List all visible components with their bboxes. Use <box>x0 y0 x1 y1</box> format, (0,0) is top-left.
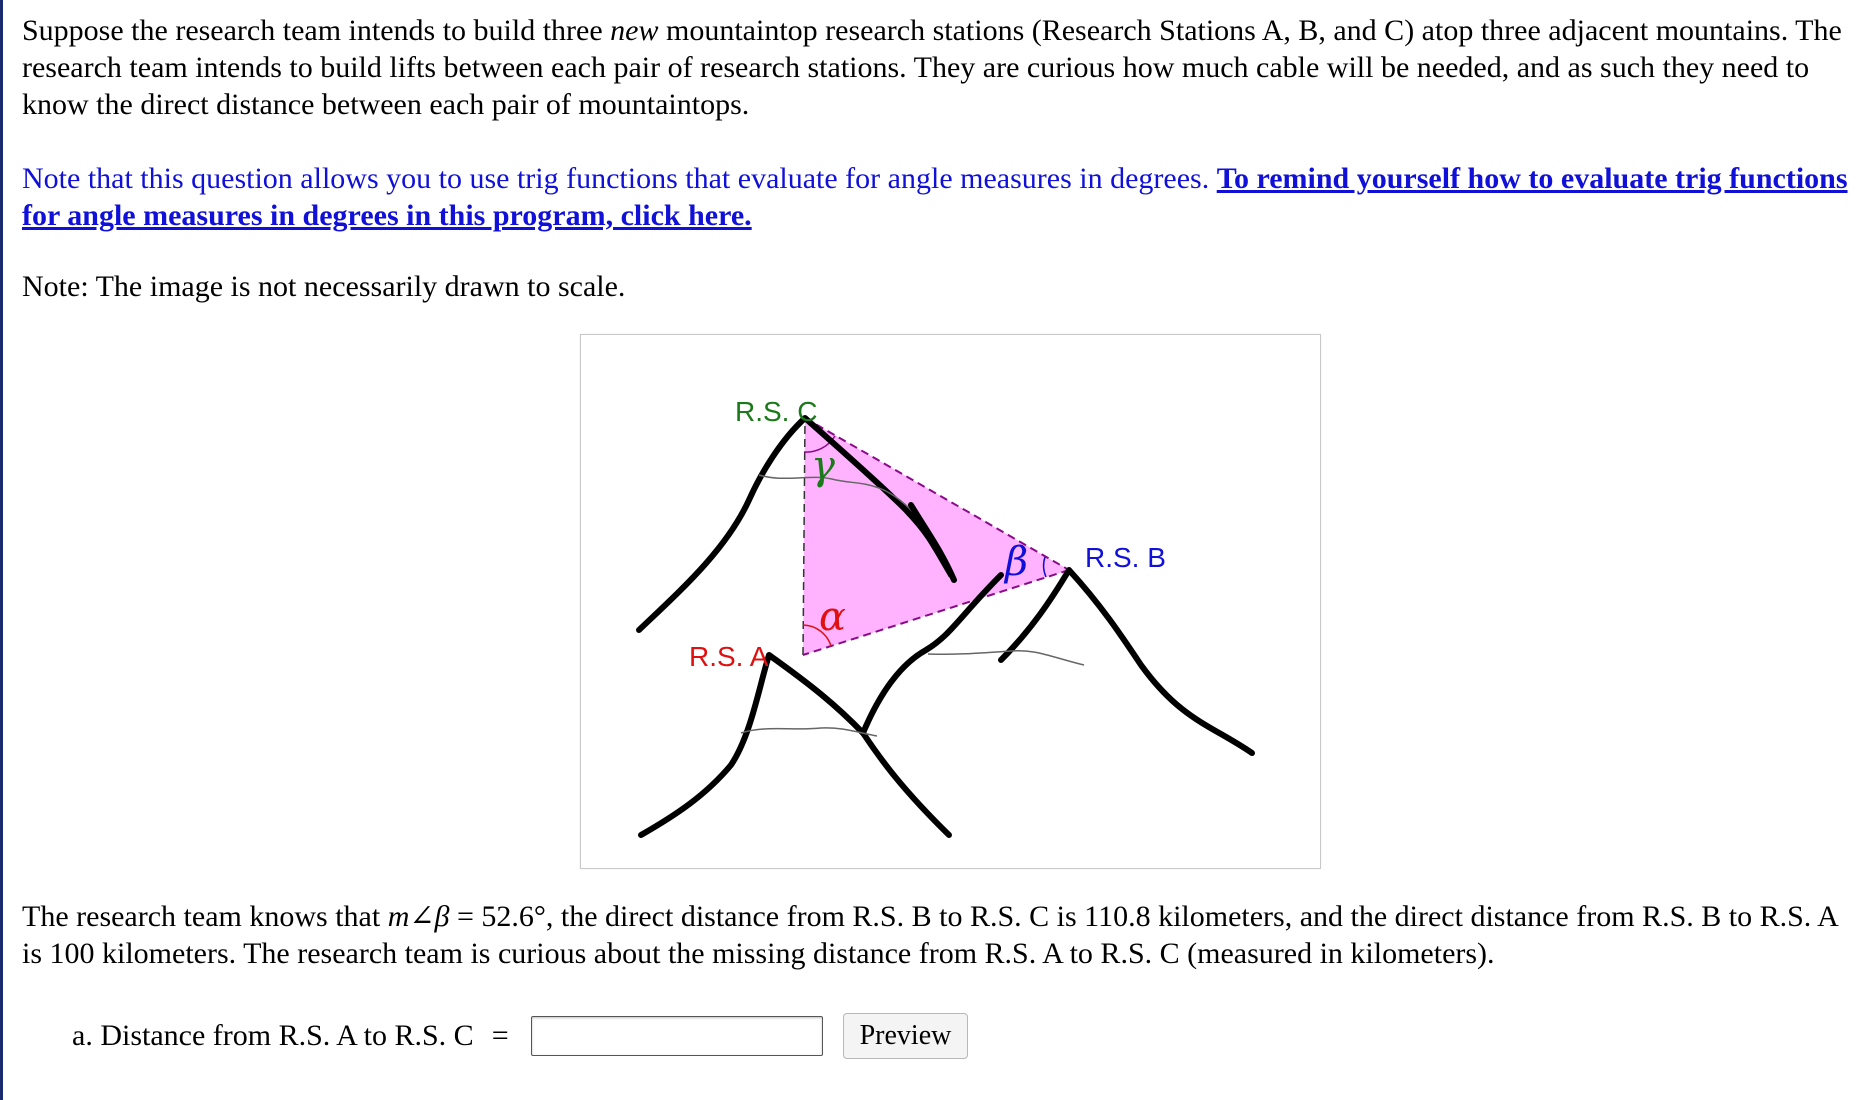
gamma-label: γ <box>811 443 835 489</box>
intro-paragraph: Suppose the research team intends to build three new mountaintop research stations (Research Stations A, B, and C) atop three adjacent mountains. The research team intends to build lifts between each pair of research stations. They are curious how much cable will be needed, and as such they need to know the direct distance between each pair of mountaintops. <box>22 14 1842 121</box>
m-symbol: m <box>387 900 410 933</box>
beta-label: β <box>1005 539 1029 585</box>
answer-row <box>72 1014 968 1058</box>
mountain-diagram <box>581 335 1320 868</box>
left-border <box>0 0 3 1100</box>
label-rs-a: R.S. A <box>689 641 769 672</box>
answer-equals: = <box>491 1019 509 1052</box>
scale-note: Note: The image is not necessarily drawn to scale. <box>22 270 626 303</box>
preview-button[interactable]: Preview <box>843 1013 969 1059</box>
beta-symbol: β <box>434 900 450 933</box>
given-paragraph: The research team knows that m∠β = 52.6°, the direct distance from R.S. B to R.S. C is 110.8 kilometers, and the direct distance from R.S. B to R.S. A is 100 kilometers. The research team is curious about the missing distance from R.S. A to R.S. C (measured in kilometers). <box>22 900 1838 970</box>
emphasis-new: new <box>610 14 659 47</box>
angle-symbol: ∠ <box>409 900 435 933</box>
label-rs-b: R.S. B <box>1085 542 1166 573</box>
trig-note: Note that this question allows you to use trig functions that evaluate for angle measures in degrees. To remind yourself how to evaluate trig functions for angle measures in degrees in this program, click here. <box>22 162 1848 232</box>
mountain-b-ridge <box>921 688 979 723</box>
distance-answer-input[interactable] <box>531 1016 823 1056</box>
mountain-a <box>641 655 949 835</box>
mountain-b <box>1001 570 1252 753</box>
label-rs-c: R.S. C <box>735 396 818 427</box>
alpha-label: α <box>819 594 847 640</box>
trig-help-link[interactable]: To remind yourself how to evaluate trig functions for angle measures in degrees in this program, click here. <box>22 162 1848 232</box>
answer-label: a. Distance from R.S. A to R.S. C <box>72 1019 474 1052</box>
mountain-figure <box>580 334 1321 869</box>
beta-value: 52.6° <box>481 900 546 933</box>
